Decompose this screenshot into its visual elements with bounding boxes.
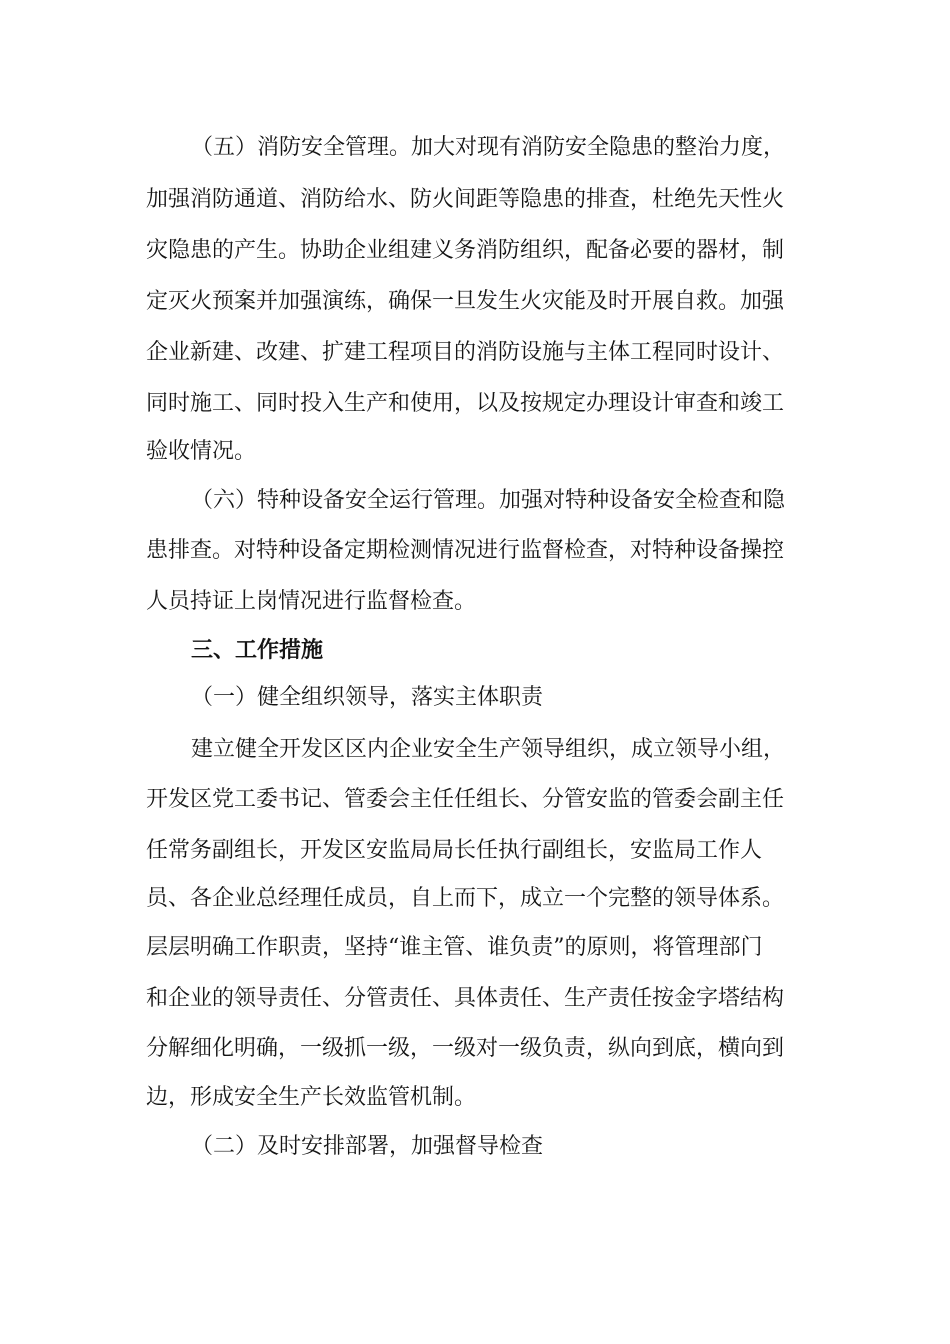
text-line: 加强消防通道、消防给水、防火间距等隐患的排查，杜绝先天性火 (146, 187, 785, 212)
subheading: （一）健全组织领导，落实主体职责 (191, 685, 544, 710)
text-line: 员、各企业总经理任成员，自上而下，成立一个完整的领导体系。 (146, 886, 785, 911)
text-line: 人员持证上岗情况进行监督检查。 (146, 589, 477, 614)
text-line: 患排查。对特种设备定期检测情况进行监督检查，对特种设备操控 (146, 538, 785, 563)
subheading: （二）及时安排部署，加强督导检查 (191, 1134, 544, 1159)
text-line: 边，形成安全生产长效监管机制。 (146, 1085, 477, 1110)
text-line: 企业新建、改建、扩建工程项目的消防设施与主体工程同时设计、 (146, 340, 785, 365)
text-line: 分解细化明确，一级抓一级，一级对一级负责，纵向到底，横向到 (146, 1036, 785, 1061)
text-line: （五）消防安全管理。加大对现有消防安全隐患的整治力度， (191, 135, 786, 160)
text-line: 同时施工、同时投入生产和使用，以及按规定办理设计审查和竣工 (146, 391, 785, 416)
text-line: （六）特种设备安全运行管理。加强对特种设备安全检查和隐 (191, 488, 786, 513)
section-heading: 三、工作措施 (191, 638, 324, 663)
text-line: 开发区党工委书记、管委会主任任组长、分管安监的管委会副主任 (146, 787, 785, 812)
text-line: 灾隐患的产生。协助企业组建义务消防组织，配备必要的器材，制 (146, 238, 785, 263)
text-line: 任常务副组长，开发区安监局局长任执行副组长，安监局工作人 (146, 838, 763, 863)
text-line: 和企业的领导责任、分管责任、具体责任、生产责任按金字塔结构 (146, 986, 785, 1011)
text-line: 验收情况。 (146, 439, 257, 464)
text-line: 层层明确工作职责，坚持“谁主管、谁负责”的原则，将管理部门 (146, 935, 763, 960)
text-line: 定灭火预案并加强演练，确保一旦发生火灾能及时开展自救。加强 (146, 289, 785, 314)
text-line: 建立健全开发区区内企业安全生产领导组织，成立领导小组， (191, 737, 786, 762)
